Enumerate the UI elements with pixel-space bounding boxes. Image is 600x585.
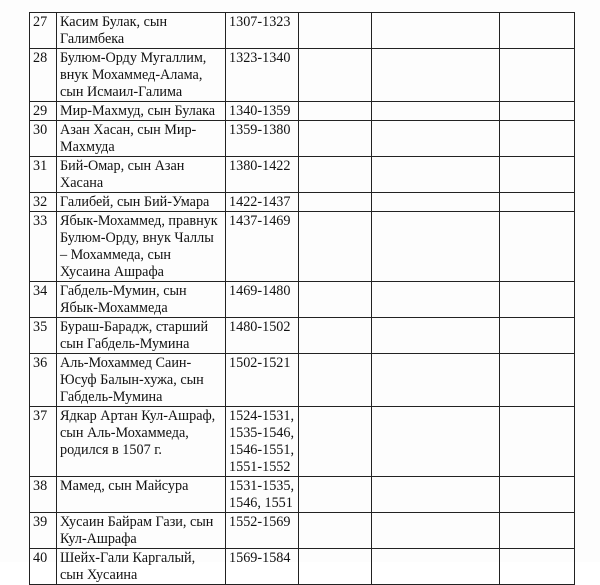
empty-cell [299, 477, 372, 513]
empty-cell [500, 318, 575, 354]
empty-cell [372, 354, 500, 407]
reign-years-line: 1359-1380 [229, 122, 291, 138]
empty-cell [500, 157, 575, 193]
row-number: 39 [30, 513, 57, 549]
ruler-name-cell [57, 549, 226, 585]
empty-cell [299, 102, 372, 121]
table-row [30, 513, 575, 549]
row-number: 33 [30, 212, 57, 282]
reign-years-line: 1480-1502 [229, 319, 291, 335]
reign-years-cell [226, 193, 299, 212]
reign-years-line: 1340-1359 [229, 103, 291, 119]
ruler-name-line: Бий-Омар, сын Азан [60, 158, 185, 174]
ruler-name-line: сын Габдель-Мумина [60, 336, 190, 352]
table-body [30, 13, 575, 585]
reign-years-line: 1422-1437 [229, 194, 291, 210]
ruler-name-line: Хусаин Байрам Гази, сын [60, 514, 214, 530]
reign-years-cell [226, 157, 299, 193]
reign-years-cell [226, 49, 299, 102]
empty-cell [500, 102, 575, 121]
ruler-name-cell [57, 13, 226, 49]
row-number: 35 [30, 318, 57, 354]
empty-cell [299, 121, 372, 157]
ruler-name-cell [57, 354, 226, 407]
empty-cell [299, 407, 372, 477]
empty-cell [299, 318, 372, 354]
row-number: 29 [30, 102, 57, 121]
ruler-name-line: Хусаина Ашрафа [60, 264, 164, 280]
empty-cell [500, 477, 575, 513]
table-row [30, 102, 575, 121]
reign-years-line: 1437-1469 [229, 213, 291, 229]
table-row [30, 212, 575, 282]
empty-cell [299, 549, 372, 585]
reign-years-cell [226, 549, 299, 585]
table-row [30, 477, 575, 513]
ruler-name-line: Касим Булак, сын [60, 14, 168, 30]
ruler-name-line: Ябык-Мохаммеда [60, 300, 168, 316]
table-row [30, 157, 575, 193]
ruler-name-cell [57, 477, 226, 513]
row-number: 28 [30, 49, 57, 102]
ruler-name-cell [57, 513, 226, 549]
empty-cell [372, 102, 500, 121]
reign-years-cell [226, 318, 299, 354]
empty-cell [299, 49, 372, 102]
reign-years-cell [226, 212, 299, 282]
row-number: 34 [30, 282, 57, 318]
row-number: 30 [30, 121, 57, 157]
ruler-name-line: Габдель-Мумин, сын [60, 283, 187, 299]
ruler-name-cell [57, 102, 226, 121]
empty-cell [500, 513, 575, 549]
table-row [30, 407, 575, 477]
empty-cell [299, 513, 372, 549]
ruler-name-line: – Мохаммеда, сын [60, 247, 171, 263]
ruler-name-line: Ябык-Мохаммед, правнук [60, 213, 218, 229]
ruler-name-line: Юсуф Балын-хужа, сын [60, 372, 204, 388]
table-row [30, 13, 575, 49]
table-row [30, 282, 575, 318]
table-row [30, 49, 575, 102]
reign-years-line: 1502-1521 [229, 355, 291, 371]
ruler-name-line: Галимбека [60, 31, 125, 47]
empty-cell [500, 407, 575, 477]
empty-cell [372, 121, 500, 157]
row-number: 36 [30, 354, 57, 407]
empty-cell [372, 49, 500, 102]
empty-cell [500, 193, 575, 212]
reign-years-line: 1469-1480 [229, 283, 291, 299]
reign-years-cell [226, 13, 299, 49]
empty-cell [372, 513, 500, 549]
empty-cell [372, 212, 500, 282]
reign-years-cell [226, 407, 299, 477]
ruler-name-line: сын Аль-Мохаммеда, [60, 425, 189, 441]
ruler-name-line: Бураш-Барадж, старший [60, 319, 209, 335]
empty-cell [500, 354, 575, 407]
row-number: 32 [30, 193, 57, 212]
ruler-name-line: Булюм-Орду, внук Чаллы [60, 230, 214, 246]
ruler-name-cell [57, 49, 226, 102]
empty-cell [372, 157, 500, 193]
ruler-name-line: Хасана [60, 175, 104, 191]
ruler-name-line: Галибей, сын Бий-Умара [60, 194, 210, 210]
table-row [30, 549, 575, 585]
empty-cell [500, 282, 575, 318]
ruler-name-cell [57, 282, 226, 318]
reign-years-line: 1531-1535, [229, 478, 295, 494]
table-row [30, 318, 575, 354]
ruler-name-line: Махмуда [60, 139, 115, 155]
ruler-name-line: внук Мохаммед-Алама, [60, 67, 203, 83]
empty-cell [500, 121, 575, 157]
ruler-name-line: Аль-Мохаммед Саин- [60, 355, 192, 371]
table-row [30, 354, 575, 407]
reign-years-line: 1380-1422 [229, 158, 291, 174]
ruler-name-line: Шейх-Гали Каргалый, [60, 550, 196, 566]
empty-cell [500, 49, 575, 102]
reign-years-line: 1546-1551, [229, 442, 295, 458]
ruler-name-line: Азан Хасан, сын Мир- [60, 122, 197, 138]
empty-cell [500, 212, 575, 282]
rulers-table [29, 12, 575, 585]
empty-cell [372, 318, 500, 354]
ruler-name-cell [57, 318, 226, 354]
row-number: 38 [30, 477, 57, 513]
empty-cell [299, 282, 372, 318]
empty-cell [299, 212, 372, 282]
empty-cell [500, 549, 575, 585]
empty-cell [372, 282, 500, 318]
ruler-name-line: сын Хусаина [60, 567, 138, 583]
reign-years-cell [226, 477, 299, 513]
empty-cell [372, 193, 500, 212]
ruler-name-line: Ядкар Артан Кул-Ашраф, [60, 408, 216, 424]
empty-cell [299, 193, 372, 212]
row-number: 31 [30, 157, 57, 193]
ruler-name-cell [57, 193, 226, 212]
reign-years-line: 1307-1323 [229, 14, 291, 30]
empty-cell [372, 477, 500, 513]
empty-cell [372, 549, 500, 585]
empty-cell [372, 407, 500, 477]
reign-years-line: 1524-1531, [229, 408, 295, 424]
reign-years-line: 1546, 1551 [229, 495, 293, 511]
row-number: 27 [30, 13, 57, 49]
empty-cell [299, 13, 372, 49]
reign-years-cell [226, 121, 299, 157]
ruler-name-cell [57, 212, 226, 282]
row-number: 40 [30, 549, 57, 585]
ruler-name-cell [57, 407, 226, 477]
reign-years-cell [226, 513, 299, 549]
reign-years-line: 1569-1584 [229, 550, 291, 566]
ruler-name-line: Мир-Махмуд, сын Булака [60, 103, 216, 119]
reign-years-line: 1551-1552 [229, 459, 291, 475]
reign-years-line: 1323-1340 [229, 50, 291, 66]
table-row [30, 193, 575, 212]
ruler-name-line: Габдель-Мумина [60, 389, 163, 405]
ruler-name-line: сын Исмаил-Галима [60, 84, 183, 100]
ruler-name-line: Булюм-Орду Мугаллим, [60, 50, 207, 66]
empty-cell [299, 354, 372, 407]
reign-years-line: 1535-1546, [229, 425, 295, 441]
reign-years-cell [226, 354, 299, 407]
row-number: 37 [30, 407, 57, 477]
ruler-name-cell [57, 121, 226, 157]
ruler-name-line: Кул-Ашрафа [60, 531, 137, 547]
ruler-name-line: Мамед, сын Майсура [60, 478, 189, 494]
empty-cell [500, 13, 575, 49]
reign-years-cell [226, 102, 299, 121]
ruler-name-cell [57, 157, 226, 193]
reign-years-cell [226, 282, 299, 318]
reign-years-line: 1552-1569 [229, 514, 291, 530]
ruler-name-line: родился в 1507 г. [60, 442, 162, 458]
empty-cell [299, 157, 372, 193]
table-row [30, 121, 575, 157]
empty-cell [372, 13, 500, 49]
